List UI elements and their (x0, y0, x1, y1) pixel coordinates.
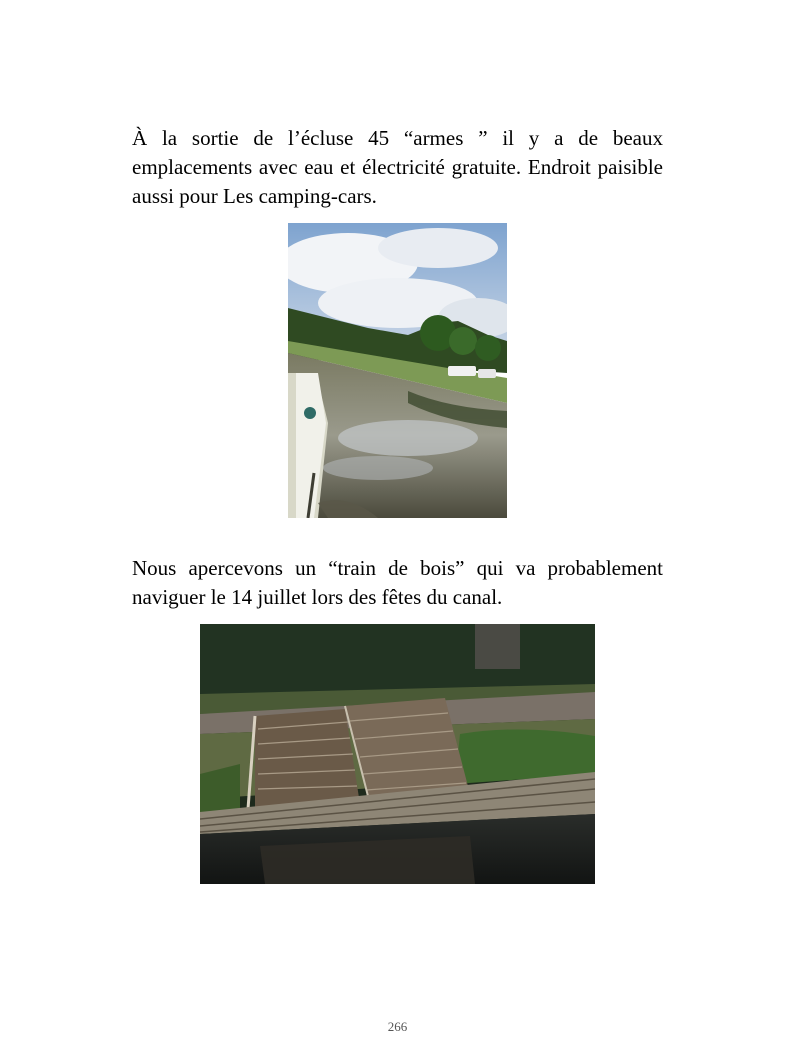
train-de-bois-photo (200, 624, 595, 884)
paragraph-train-de-bois: Nous apercevons un “train de bois” qui va probablement naviguer le 14 juillet lors des fêtes du canal. (132, 556, 663, 609)
page-number: 266 (387, 1019, 408, 1034)
canal-photo (288, 223, 507, 518)
paragraph-ecluse: À la sortie de l’écluse 45 “armes ” il y a de beaux emplacements avec eau et électricité gratuite. Endroit paisible aussi pour Les camping-cars. (132, 126, 663, 208)
